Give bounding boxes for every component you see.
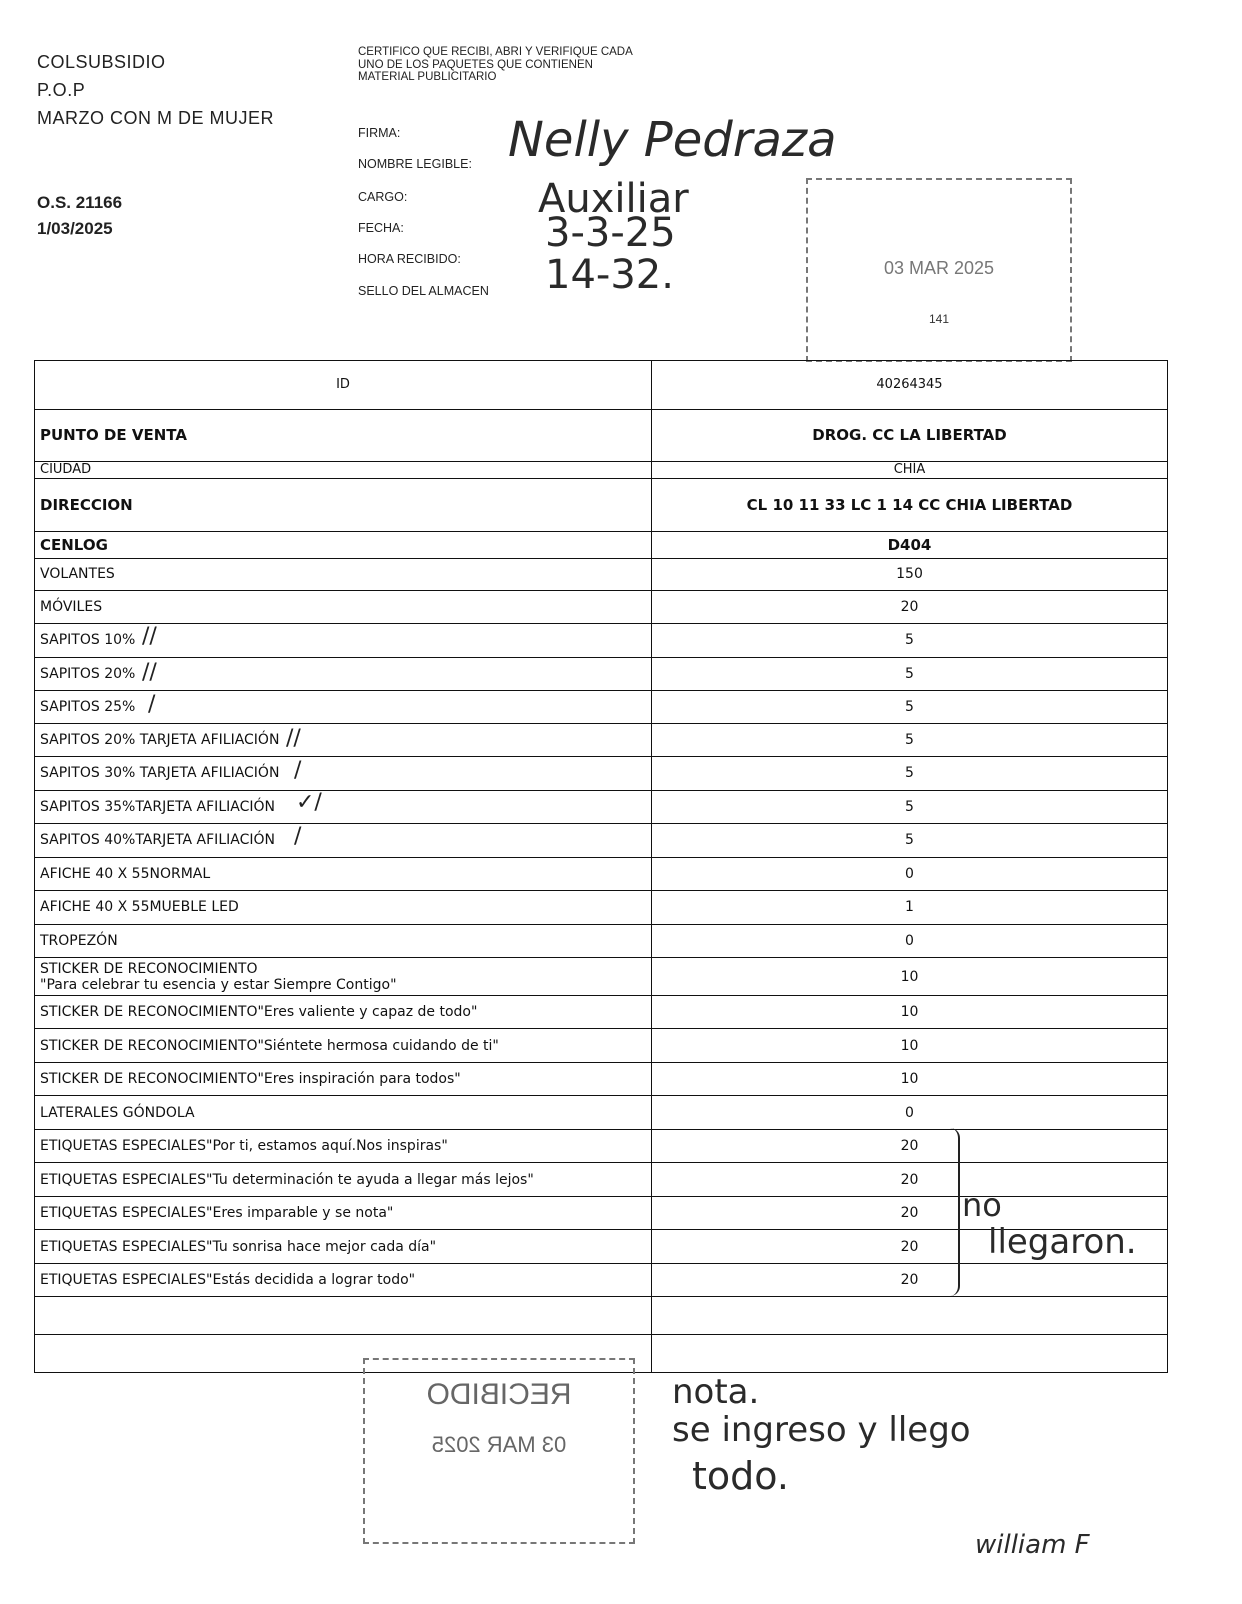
- label-firma: FIRMA:: [358, 126, 401, 140]
- row-value: [652, 1335, 1168, 1373]
- table-row: [35, 723, 1168, 757]
- row-value-text: 0: [905, 932, 914, 949]
- row-value: [652, 1263, 1168, 1297]
- row-label: [35, 757, 652, 791]
- row-label-text: ETIQUETAS ESPECIALES"Por ti, estamos aquí.Nos inspiras": [40, 1138, 448, 1155]
- row-label-text: SAPITOS 20%: [40, 665, 136, 682]
- note-line-1: se ingreso y llego: [672, 1410, 971, 1450]
- row-value-text: CHÍA: [893, 462, 926, 478]
- table-row: [35, 1029, 1168, 1063]
- row-value-text: 20: [900, 598, 919, 615]
- row-label-text: ETIQUETAS ESPECIALES"Tu determinación te ayuda a llegar más lejos": [40, 1171, 534, 1188]
- row-value: [652, 995, 1168, 1029]
- check-mark-icon: /: [148, 692, 156, 717]
- row-label-text: CENLOG: [40, 535, 108, 554]
- header-left: [37, 48, 274, 132]
- row-value: [652, 409, 1168, 461]
- row-value: [652, 478, 1168, 531]
- row-label-text: ETIQUETAS ESPECIALES"Tu sonrisa hace mejor cada día": [40, 1238, 437, 1255]
- row-value: [652, 1163, 1168, 1197]
- row-label: [35, 624, 652, 658]
- row-value: [652, 958, 1168, 996]
- row-label: [35, 559, 652, 590]
- row-label: [35, 723, 652, 757]
- annotation-llegaron: llegaron.: [988, 1222, 1137, 1262]
- row-value-text: 5: [905, 698, 914, 715]
- row-label-text: SAPITOS 40%TARJETA AFILIACIÓN: [40, 832, 275, 849]
- row-label-text: STICKER DE RECONOCIMIENTO"Siéntete hermosa cuidando de ti": [40, 1037, 499, 1054]
- annotation-no: no: [962, 1186, 1002, 1224]
- row-value-text: 20: [900, 1138, 919, 1155]
- label-hora: HORA RECIBIDO:: [358, 252, 461, 266]
- table-row: [35, 590, 1168, 624]
- row-label: [35, 691, 652, 724]
- table-row: [35, 790, 1168, 824]
- row-value-text: 5: [905, 731, 914, 748]
- row-label-text: PUNTO DE VENTA: [40, 426, 187, 445]
- warehouse-stamp: [806, 178, 1072, 362]
- label-nombre: NOMBRE LEGIBLE:: [358, 157, 472, 171]
- row-label: [35, 1196, 652, 1230]
- row-label: [35, 1297, 652, 1335]
- table-row: [35, 1096, 1168, 1130]
- order-number: O.S. 21166: [37, 193, 123, 212]
- table-row: [35, 409, 1168, 461]
- check-mark-icon: //: [286, 726, 301, 751]
- company-name: COLSUBSIDIO: [37, 52, 166, 72]
- row-label-text: CIUDAD: [40, 462, 92, 478]
- label-fecha: FECHA:: [358, 221, 404, 235]
- row-label-text: AFICHE 40 X 55NORMAL: [40, 865, 211, 882]
- row-label-text: SAPITOS 35%TARJETA AFILIACIÓN: [40, 798, 275, 815]
- check-mark-icon: ✓/: [296, 790, 322, 815]
- row-label: [35, 857, 652, 891]
- table-row: [35, 531, 1168, 558]
- row-value: [652, 891, 1168, 925]
- row-label: [35, 924, 652, 958]
- row-label-text: TROPEZÓN: [40, 932, 118, 949]
- table-row: [35, 824, 1168, 858]
- row-value: [652, 531, 1168, 558]
- row-value-text: 10: [900, 1037, 919, 1054]
- row-value-text: DROG. CC LA LIBERTAD: [812, 426, 1007, 445]
- row-label: [35, 1263, 652, 1297]
- row-value: [652, 1297, 1168, 1335]
- table-row: [35, 1297, 1168, 1335]
- table-row: [35, 461, 1168, 478]
- row-label: [35, 995, 652, 1029]
- row-value-text: 20: [900, 1238, 919, 1255]
- note-title: nota.: [672, 1372, 760, 1412]
- row-label: [35, 824, 652, 858]
- order-info: [37, 190, 122, 242]
- row-label: [35, 409, 652, 461]
- row-label: [35, 790, 652, 824]
- row-label: [35, 1096, 652, 1130]
- row-label: [35, 958, 652, 996]
- row-label-text: LATERALES GÓNDOLA: [40, 1104, 195, 1121]
- certificate-statement: CERTIFICO QUE RECIBI, ABRI Y VERIFIQUE CADA UNO DE LOS PAQUETES QUE CONTIENEN MATERIAL PUBLICITARIO: [358, 46, 633, 83]
- row-value: [652, 1129, 1168, 1163]
- row-label: [35, 891, 652, 925]
- row-value: [652, 924, 1168, 958]
- row-value-text: 5: [905, 665, 914, 682]
- row-value: [652, 1062, 1168, 1096]
- row-value-text: D404: [887, 535, 932, 554]
- label-cargo: CARGO:: [358, 190, 408, 204]
- table-row: [35, 995, 1168, 1029]
- table-row: [35, 478, 1168, 531]
- handwritten-hora: 14-32.: [545, 252, 674, 298]
- row-value: [652, 624, 1168, 658]
- table-row: [35, 691, 1168, 724]
- row-label-text: STICKER DE RECONOCIMIENTO"Eres inspiración para todos": [40, 1071, 461, 1088]
- row-label-text: ETIQUETAS ESPECIALES"Estás decidida a lograr todo": [40, 1272, 416, 1289]
- table-row: [35, 1129, 1168, 1163]
- row-label-text: ETIQUETAS ESPECIALES"Eres imparable y se nota": [40, 1205, 394, 1222]
- signature: william F: [975, 1530, 1090, 1560]
- row-label: [35, 1029, 652, 1063]
- row-label-text: ID: [336, 377, 350, 393]
- check-mark-icon: /: [294, 824, 302, 849]
- row-value: [652, 461, 1168, 478]
- row-value-text: 1: [905, 899, 914, 916]
- row-value: [652, 857, 1168, 891]
- row-label: [35, 478, 652, 531]
- row-value-text: 20: [900, 1205, 919, 1222]
- row-sublabel-text: "Para celebrar tu esencia y estar Siempre Contigo": [40, 976, 397, 993]
- handwritten-cargo: Auxiliar: [538, 176, 689, 222]
- row-label-text: SAPITOS 20% TARJETA AFILIACIÓN: [40, 731, 280, 748]
- row-label-text: SAPITOS 30% TARJETA AFILIACIÓN: [40, 765, 280, 782]
- row-value: [652, 757, 1168, 791]
- table-row: [35, 559, 1168, 590]
- row-label-text: STICKER DE RECONOCIMIENTO: [40, 960, 258, 977]
- row-label-text: SAPITOS 25%: [40, 698, 136, 715]
- row-label: [35, 1129, 652, 1163]
- row-value: [652, 723, 1168, 757]
- row-value: [652, 361, 1168, 410]
- row-label-text: STICKER DE RECONOCIMIENTO"Eres valiente y capaz de todo": [40, 1004, 478, 1021]
- handwritten-fecha: 3-3-25: [545, 210, 676, 256]
- row-value: [652, 1029, 1168, 1063]
- row-value-text: 10: [900, 968, 919, 985]
- row-value-text: 5: [905, 832, 914, 849]
- program-name: P.O.P: [37, 80, 86, 100]
- received-stamp: [363, 1358, 635, 1544]
- row-label: [35, 361, 652, 410]
- table-row: [35, 1263, 1168, 1297]
- table-row: [35, 857, 1168, 891]
- label-sello: SELLO DEL ALMACEN: [358, 284, 489, 298]
- stamp-bottom-date: 03 MAR 2025: [431, 1432, 567, 1457]
- row-value: [652, 691, 1168, 724]
- check-mark-icon: //: [142, 624, 157, 649]
- row-label: [35, 657, 652, 691]
- table-row: [35, 958, 1168, 996]
- stamp-title: RECIBIDO: [426, 1378, 572, 1411]
- campaign-name: MARZO CON M DE MUJER: [37, 108, 274, 128]
- bracket-annotation: [940, 1128, 960, 1296]
- row-value-text: 5: [905, 798, 914, 815]
- order-date: 1/03/2025: [37, 219, 113, 238]
- row-value: [652, 590, 1168, 624]
- table-row: [35, 891, 1168, 925]
- row-value: [652, 790, 1168, 824]
- table-row: [35, 924, 1168, 958]
- row-label-text: AFICHE 40 X 55MUEBLE LED: [40, 899, 239, 916]
- row-label-text: SAPITOS 10%: [40, 632, 136, 649]
- check-mark-icon: /: [294, 758, 302, 783]
- table-row: [35, 361, 1168, 410]
- row-value-text: 40264345: [876, 377, 943, 393]
- row-value-text: 10: [900, 1004, 919, 1021]
- stamp-date: 03 MAR 2025: [883, 258, 995, 278]
- row-value: [652, 657, 1168, 691]
- row-label: [35, 531, 652, 558]
- row-value: [652, 559, 1168, 590]
- handwritten-name: Nelly Pedraza: [508, 112, 837, 168]
- check-mark-icon: //: [142, 660, 157, 685]
- table-row: [35, 624, 1168, 658]
- row-value-text: 5: [905, 632, 914, 649]
- row-value-text: 150: [896, 566, 923, 583]
- row-label: [35, 1163, 652, 1197]
- row-value-text: 0: [905, 1104, 914, 1121]
- row-label-text: DIRECCION: [40, 495, 133, 514]
- row-value-text: 10: [900, 1071, 919, 1088]
- row-value-text: 20: [900, 1171, 919, 1188]
- row-label: [35, 1230, 652, 1264]
- row-value-text: CL 10 11 33 LC 1 14 CC CHIA LIBERTAD: [746, 495, 1073, 514]
- row-label: [35, 461, 652, 478]
- row-value: [652, 824, 1168, 858]
- table-row: [35, 1062, 1168, 1096]
- row-value-text: 5: [905, 765, 914, 782]
- row-label: [35, 590, 652, 624]
- row-label-text: MÓVILES: [40, 598, 103, 615]
- note-line-2: todo.: [692, 1454, 789, 1498]
- table-row: [35, 657, 1168, 691]
- row-value-text: 20: [900, 1272, 919, 1289]
- row-label: [35, 1062, 652, 1096]
- row-value: [652, 1096, 1168, 1130]
- table-row: [35, 757, 1168, 791]
- row-value-text: 0: [905, 865, 914, 882]
- stamp-number: 141: [928, 312, 950, 326]
- row-label-text: VOLANTES: [40, 566, 115, 583]
